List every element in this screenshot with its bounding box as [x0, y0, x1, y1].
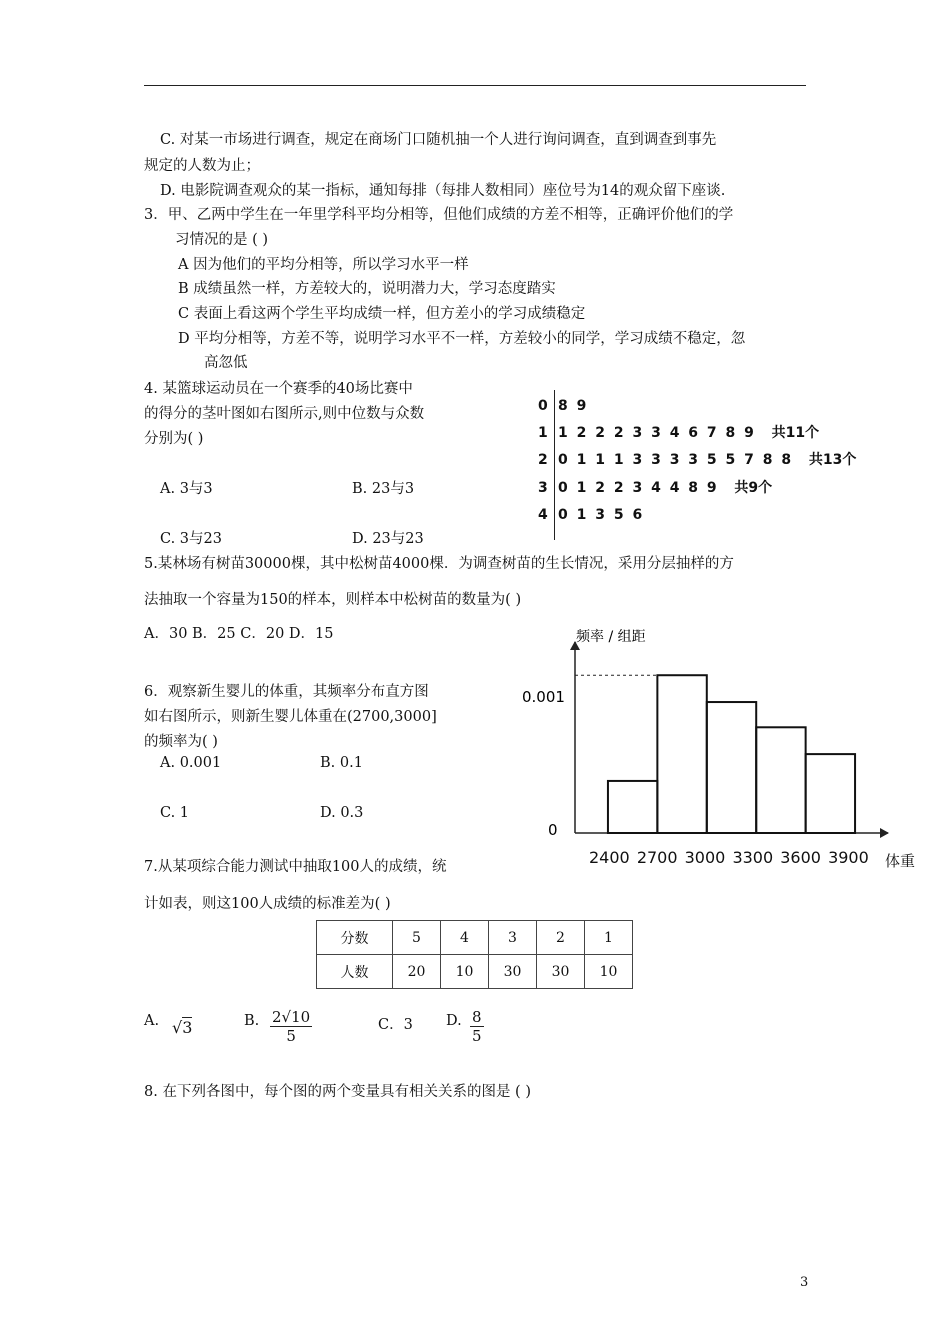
table-cell: 3	[489, 921, 537, 955]
q7-option-b-fraction	[270, 1008, 312, 1045]
stem-leaf-row	[538, 398, 586, 414]
fraction-numerator: 2√10	[272, 1008, 311, 1026]
table-cell: 30	[537, 955, 585, 989]
table-cell: 20	[393, 955, 441, 989]
q6-option-d: D. 0.3	[320, 805, 364, 821]
q5-options: A．30 B．25 C．20 D．15	[144, 626, 334, 642]
q3-option-d-line1: D 平均分相等，方差不等，说明学习水平不一样，方差较小的同学，学习成绩不稳定，忽	[178, 331, 746, 347]
y-tick-label: 0	[548, 821, 558, 839]
table-row	[317, 955, 633, 989]
fraction-denominator: 5	[286, 1027, 296, 1045]
stem-leaf-row	[538, 477, 772, 497]
fraction-denominator: 5	[472, 1027, 482, 1045]
q5-stem-line2: 法抽取一个容量为150的样本，则样本中松树苗的数量为( )	[144, 592, 522, 608]
x-tick-label: 3900	[828, 848, 869, 867]
q4-option-b: B. 23与3	[352, 481, 415, 497]
q4-stem-line2: 的得分的茎叶图如右图所示,则中位数与众数	[144, 406, 425, 422]
q3-option-a: A 因为他们的平均分相等，所以学习水平一样	[178, 257, 469, 273]
q6-stem-line3: 的频率为( )	[144, 734, 218, 750]
histogram-bar	[608, 781, 657, 833]
histogram-bar	[657, 675, 706, 833]
q6-option-b: B. 0.1	[320, 755, 363, 771]
table-cell: 4	[441, 921, 489, 955]
stem-leaf-row	[538, 422, 819, 442]
score-table	[316, 920, 633, 989]
y-tick-label: 0.001	[522, 688, 565, 706]
stem: 3	[538, 480, 548, 496]
q3-stem-line2: 习情况的是 ( )	[175, 232, 269, 248]
stem: 4	[538, 507, 548, 523]
histogram-bar	[806, 754, 855, 833]
header-rule	[144, 85, 806, 86]
x-tick-label: 3000	[684, 848, 726, 867]
histogram-bar	[707, 702, 756, 833]
table-cell: 10	[441, 955, 489, 989]
leaf-count-note: 共13个	[808, 452, 857, 468]
q7-option-c: C．3	[378, 1017, 413, 1033]
x-tick-label: 3600	[780, 848, 821, 867]
table-cell: 1	[585, 921, 633, 955]
radicand: 3	[182, 1018, 193, 1037]
q4-stem-line3: 分别为( )	[144, 431, 204, 447]
page-number: 3	[800, 1275, 809, 1290]
histogram-bar	[756, 727, 805, 833]
stem: 2	[538, 452, 548, 468]
q7-option-d-label: D.	[446, 1013, 462, 1029]
q7-option-a-value	[172, 1018, 192, 1037]
q6-stem-line1: 6．观察新生婴儿的体重，其频率分布直方图	[144, 684, 429, 700]
fraction-numerator: 8	[472, 1008, 482, 1026]
q3-option-d-line2: 高忽低	[204, 355, 248, 371]
q7-stem-line1: 7.从某项综合能力测试中抽取100人的成绩，统	[144, 859, 447, 875]
q3-option-b: B 成绩虽然一样，方差较大的，说明潜力大，学习态度踏实	[178, 281, 556, 297]
q3-option-c: C 表面上看这两个学生平均成绩一样，但方差小的学习成绩稳定	[178, 306, 586, 322]
q7-option-d-fraction	[470, 1008, 484, 1045]
stem: 1	[538, 425, 548, 441]
x-tick-label: 2400	[589, 848, 630, 867]
table-cell: 分数	[317, 921, 393, 955]
stem-leaf-row	[538, 449, 856, 469]
radical-icon: √	[172, 1018, 183, 1037]
stem: 0	[538, 398, 548, 414]
leaf-count-note: 共11个	[771, 425, 820, 441]
frequency-histogram	[510, 620, 930, 875]
q8-stem: 8. 在下列各图中，每个图的两个变量具有相关关系的图是 ( )	[144, 1084, 531, 1100]
q2-option-d: D. 电影院调查观众的某一指标，通知每排（每排人数相同）座位号为14的观众留下座谈.	[160, 183, 726, 199]
q4-option-d: D. 23与23	[352, 531, 424, 547]
q2-option-c-line1: C. 对某一市场进行调查，规定在商场门口随机抽一个人进行询问调查，直到调查到事先	[160, 132, 717, 148]
q2-option-c-line2: 规定的人数为止；	[144, 158, 260, 174]
table-cell: 2	[537, 921, 585, 955]
q4-stem-line1: 4. 某篮球运动员在一个赛季的40场比赛中	[144, 381, 413, 397]
x-tick-labels	[589, 848, 869, 867]
leaves: 0 1 2 2 3 4 4 8 9	[558, 480, 717, 496]
q7-option-a-label: A.	[144, 1013, 160, 1029]
x-tick-label: 3300	[732, 848, 774, 867]
table-cell: 30	[489, 955, 537, 989]
stem-leaf-row	[538, 507, 642, 523]
leaf-count-note: 共9个	[734, 480, 773, 496]
q4-option-a: A. 3与3	[160, 481, 213, 497]
q6-stem-line2: 如右图所示，则新生婴儿体重在(2700,3000]	[144, 709, 437, 725]
y-axis-label: 频率 / 组距	[576, 629, 646, 645]
leaves: 8 9	[558, 398, 587, 414]
q5-stem-line1: 5.某林场有树苗30000棵，其中松树苗4000棵．为调查树苗的生长情况，采用分层抽样的方	[144, 556, 734, 572]
leaves: 0 1 3 5 6	[558, 507, 643, 523]
x-tick-label: 2700	[636, 848, 678, 867]
leaves: 0 1 1 1 3 3 3 3 5 5 7 8 8	[558, 452, 792, 468]
table-row	[317, 921, 633, 955]
x-axis-label: 体重	[885, 852, 916, 870]
q7-option-b-label: B.	[244, 1013, 260, 1029]
q6-option-a: A. 0.001	[160, 755, 222, 771]
table-cell: 10	[585, 955, 633, 989]
q4-option-c: C. 3与23	[160, 531, 222, 547]
q6-option-c: C. 1	[160, 805, 190, 821]
leaves: 1 2 2 2 3 3 4 6 7 8 9	[558, 425, 754, 441]
q3-stem-line1: 3．甲、乙两中学生在一年里学科平均分相等，但他们成绩的方差不相等，正确评价他们的学	[144, 207, 734, 223]
table-cell: 人数	[317, 955, 393, 989]
q7-stem-line2: 计如表，则这100人成绩的标准差为( )	[144, 896, 391, 912]
table-cell: 5	[393, 921, 441, 955]
